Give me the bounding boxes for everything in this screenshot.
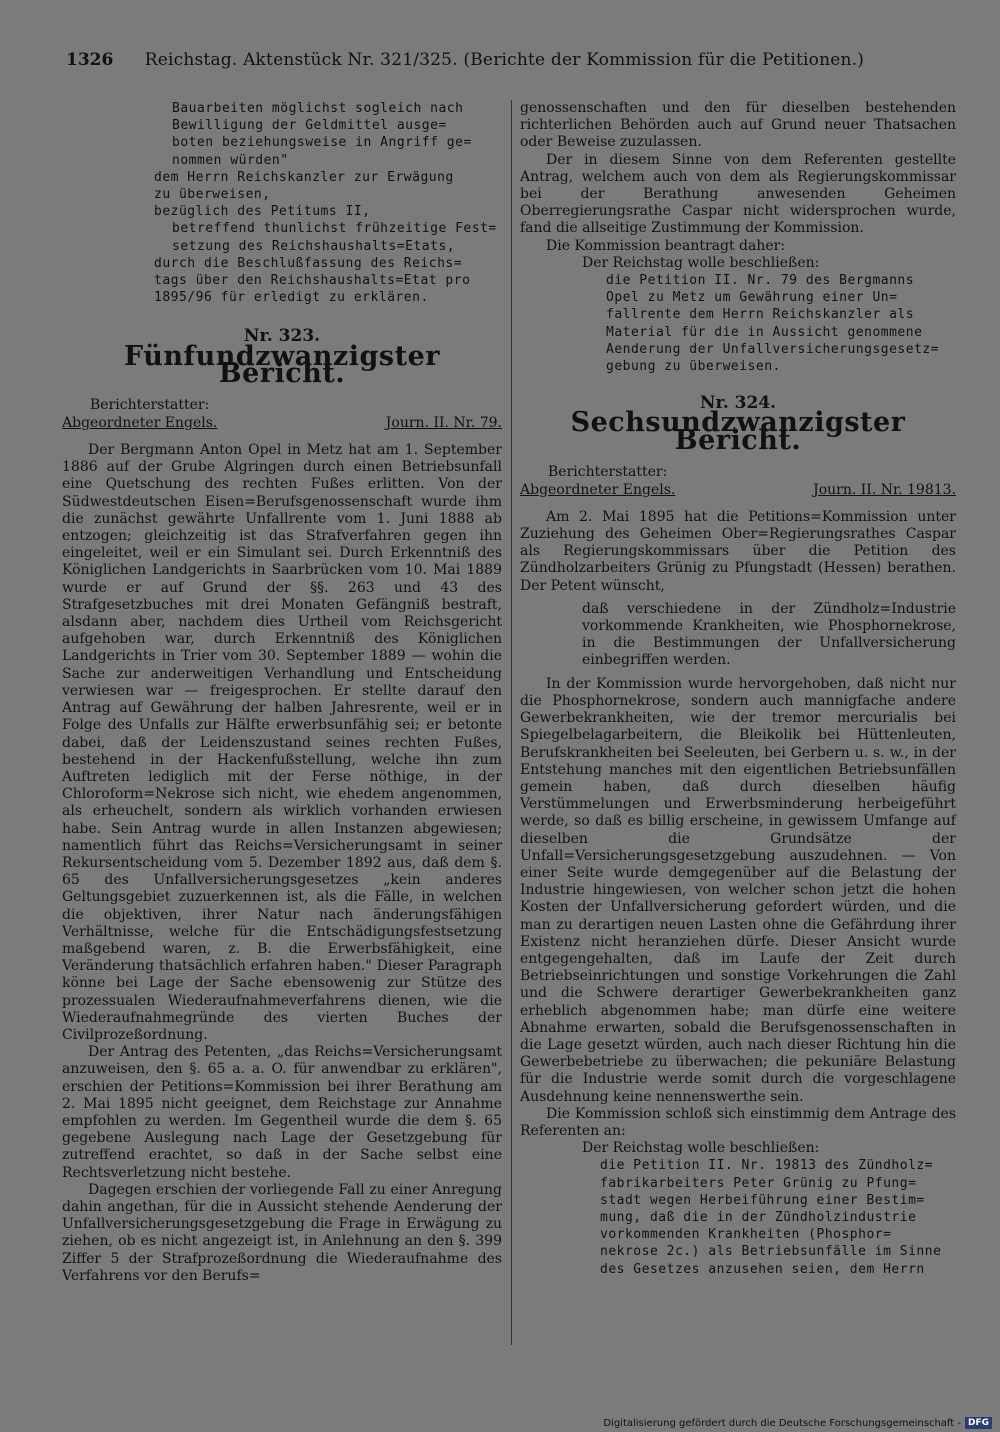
text-line: Bewilligung der Geldmittel ausge= [172, 118, 447, 134]
paragraph: Die Kommission schloß sich einstimmig dem Antrage des Referenten an: [520, 1105, 956, 1139]
paragraph: Der Bergmann Anton Opel in Metz hat am 1. September 1886 auf der Grube Algringen durch einen Betriebsunfall eine Quetschung des rechten Fußes erlitten. Von der Südwestdeutschen Eisen=Berufsgenossenschaft wurde ihm die zunächst gewährte Unfallrente vom 1. Juni 1888 ab entzogen; gleichzeitig ist das Strafverfahren gegen ihn eingeleitet, weil er ein Simulant sei. Durch Erkenntniß des Königlichen Landgerichts in Saarbrücken vom 10. Mai 1889 wurde er auf Grund der §§. 263 und 43 des Strafgesetzbuches mit drei Monaten Gefängniß bestraft, alsdann aber, nachdem dies Urtheil vom Reichsgericht aufgehoben war, durch Erkenntniß des Königlichen Landgerichts in Trier vom 30. September 1889 — wohin die Sache zur anderweitigen Verhandlung und Entscheidung verwiesen war — freigesprochen. Er stellte darauf den Antrag auf Gewährung der halben Jahresrente, weil er in Folge des Unfalls zur Hälfte erwerbsunfähig sei; er betonte dabei, daß der Leidenszustand seines rechten Fußes, bestehend in der Hackenfußstellung, welche ihn zum Auftreten lediglich mit der Ferse nöthige, in der Chloroform=Nekrose sich nicht, wie ehedem angenommen, als erheuchelt, sondern als wirklich vorhanden erwiesen habe. Sein Antrag wurde in allen Instanzen abgewiesen; namentlich führt das Reichs=Versicherungsamt in seiner Rekursentscheidung vom 5. Dezember 1892 aus, daß dem §. 65 des Unfallversicherungsgesetzes „kein anderes Geltungsgebiet zuzuerkennen ist, als die Fälle, in welchen die objektiven, ihrer Natur nach änderungsfähigen Verhältnisse, welche für die Entschädigungsfestsetzung maßgebend waren, z. B. die Erwerbsfähigkeit, eine Veränderung thatsächlich erfahren haben." Dieser Paragraph könne bei Lage der Sache ebensowenig zur Stütze des prozessualen Wiederaufnahmeverfahrens dienen, wie die Wiederaufnahmegründe des vierten Buches der Civilprozeßordnung. [62, 442, 502, 1043]
reporter-block [520, 463, 956, 499]
reporter-label: Berichterstatter: [90, 397, 210, 414]
text-line: des Gesetzes anzusehen seien, dem Herrn [600, 1261, 925, 1277]
paragraph: Der Antrag des Petenten, „das Reichs=Versicherungsamt anzuweisen, den §. 65 a. a. O. für anwendbar zu erklären", erschien der Petitions=Kommission bei ihrer Berathung am 2. Mai 1895 nicht geeignet, dem Reichstage zur Annahme empfohlen zu werden. Im Gegentheil wurde die dem §. 65 gegebene Auslegung nach Lage der Gesetzgebung für zutreffend erachtet, so daß in der Sache selbst eine Rechtsverletzung nicht bestehe. [62, 1044, 502, 1181]
text-line: boten beziehungsweise in Angriff ge= [172, 135, 472, 151]
paragraph: Der Reichstag wolle beschließen: [582, 254, 820, 271]
text-line: fabrikarbeiters Peter Grünig zu Pfung= [600, 1175, 917, 1191]
text-line: vorkommenden Krankheiten (Phosphor= [600, 1227, 892, 1243]
page-header [66, 50, 958, 70]
text-line: stadt wegen Herbeiführung einer Bestim= [600, 1192, 925, 1208]
left-column [62, 100, 502, 1285]
report-number: Nr. 323. [243, 326, 321, 347]
text-line: durch die Beschlußfassung des Reichs= [154, 255, 463, 271]
text-line: dem Herrn Reichskanzler zur Erwägung [154, 169, 454, 185]
text-line: zu überweisen, [154, 187, 271, 203]
paragraph: In der Kommission wurde hervorgehoben, daß nicht nur die Phosphornekrose, sondern auch mannigfache andere Gewerbekrankheiten, wie der tremor mercurialis bei Spiegelbelagarbeitern, die Bleikolik bei Hüttenleuten, Berufskrankheiten bei Seeleuten, bei Gerbern u. s. w., in der Entstehung manches mit den eigentlichen Betriebsunfällen gemein haben, daß durch dieselben häufig Verstümmelungen und Erwerbsminderung herbeigeführt werde, so daß es billig erscheine, in gewissem Umfange auf dieselben die Grundsätze der Unfall=Versicherungsgesetzgebung auszudehnen. — Von einer Seite wurde demgegenüber auf die Belastung der Industrie hingewiesen, von welcher schon jetzt die hohen Kosten der Unfallversicherung gefordert würden, und die man zu derartigen neuen Lasten ohne die Gefährdung ihrer Existenz nicht heranziehen dürfe. Dieser Ansicht wurde entgegengehalten, daß im Laufe der Zeit durch Betriebseinrichtungen und sonstige Vorkehrungen die Zahl und die Schwere derartiger Gewerbekrankheiten ganz erheblich abgenommen habe; man dürfe eine weitere Abnahme erwarten, sobald die Berufsgenossenschaften in die Lage gesetzt würden, auch nach dieser Richtung hin die Gewerbebetriebe zu überwachen; die pekuniäre Belastung für die Industrie werde somit durch die vorgeschlagene Ausdehnung keine nennenswerthe sein. [520, 675, 956, 1105]
text-line: mung, daß die in der Zündholzindustrie [600, 1209, 917, 1225]
text-line: Aenderung der Unfallversicherungsgesetz= [606, 341, 940, 357]
report-title: Fünfundzwanzigster Bericht. [124, 340, 440, 389]
paragraph: Die Kommission beantragt daher: [546, 237, 786, 254]
reporter-block [62, 396, 502, 432]
text-line: nekrose 2c.) als Betriebsunfälle im Sinne [600, 1244, 942, 1260]
text-line: Opel zu Metz um Gewährung einer Un= [606, 290, 898, 306]
text-line: tags über den Reichshaushalts=Etat pro [154, 273, 471, 289]
paragraph: Am 2. Mai 1895 hat die Petitions=Kommission unter Zuziehung des Geheimen Ober=Regierungsrathes Caspar als Regierungskommissars über die Petition des Zündholzarbeiters Grünig zu Pfungstadt (Hessen) berathen. Der Petent wünscht, [520, 508, 956, 594]
reporter-row [520, 481, 956, 499]
text-line: betreffend thunlichst frühzeitige Fest= [172, 221, 497, 237]
header-title: Reichstag. Aktenstück Nr. 321/325. (Berichte der Kommission für die Petitionen.) [144, 50, 865, 70]
reporter-name: Abgeordneter Engels. [62, 415, 218, 432]
resolution-block [520, 1157, 956, 1277]
column-divider [511, 100, 512, 1345]
right-column [520, 100, 956, 1278]
text-line: nommen würden" [172, 152, 289, 168]
left-top-block [62, 100, 502, 306]
digitization-footer [603, 1417, 992, 1429]
report-number: Nr. 324. [699, 393, 777, 414]
journal-number: Journ. II. Nr. 79. [385, 415, 502, 432]
petition-quote: daß verschiedene in der Zündholz=Industrie vorkommende Krankheiten, wie Phosphornekrose, in die Bestimmungen der Unfallversicherung einbegriffen werden. [582, 600, 956, 669]
paragraph: Dagegen erschien der vorliegende Fall zu einer Anregung dahin angethan, für die in Aussicht stehende Aenderung der Unfallversicherungsgesetzgebung die Frage in Erwägung zu ziehen, ob es nicht angezeigt ist, in Anlehnung an den §. 399 Ziffer 5 der Strafprozeßordnung die Wiederaufnahme des Verfahrens vor den Berufs= [62, 1181, 502, 1284]
paragraph: Der in diesem Sinne von dem Referenten gestellte Antrag, welchem auch von dem als Regierungskommissar bei der Berathung anwesenden Geheimen Oberregierungsrathe Caspar nicht widersprochen wurde, fand die allseitige Zustimmung der Kommission. [520, 151, 956, 237]
text-line: Bauarbeiten möglichst sogleich nach [172, 101, 464, 116]
text-line: die Petition II. Nr. 79 des Bergmanns [606, 273, 915, 289]
text-line: bezüglich des Petitums II, [154, 204, 371, 220]
resolution-block [520, 272, 956, 375]
text-line: die Petition II. Nr. 19813 des Zündholz= [600, 1158, 934, 1174]
report-title: Sechsundzwanzigster Bericht. [570, 407, 906, 456]
footer-text: Digitalisierung gefördert durch die Deutsche Forschungsgemeinschaft - [603, 1417, 961, 1429]
journal-number: Journ. II. Nr. 19813. [813, 481, 956, 498]
reporter-name: Abgeordneter Engels. [520, 481, 676, 498]
page-number: 1326 [66, 50, 114, 70]
text-line: Material für die in Aussicht genommene [606, 324, 923, 340]
text-line: fallrente dem Herrn Reichskanzler als [606, 307, 915, 323]
dfg-logo: DFG [965, 1417, 992, 1429]
text-line: 1895/96 für erledigt zu erklären. [154, 290, 429, 306]
paragraph: Der Reichstag wolle beschließen: [582, 1140, 820, 1157]
text-line: setzung des Reichshaushalts=Etats, [172, 238, 456, 254]
reporter-label: Berichterstatter: [548, 463, 668, 480]
reporter-row [62, 414, 502, 432]
text-line: gebung zu überweisen. [606, 359, 781, 375]
paragraph: genossenschaften und den für dieselben bestehenden richterlichen Behörden auch auf Grund neuer Thatsachen oder Beweise zuzulassen. [520, 100, 956, 151]
